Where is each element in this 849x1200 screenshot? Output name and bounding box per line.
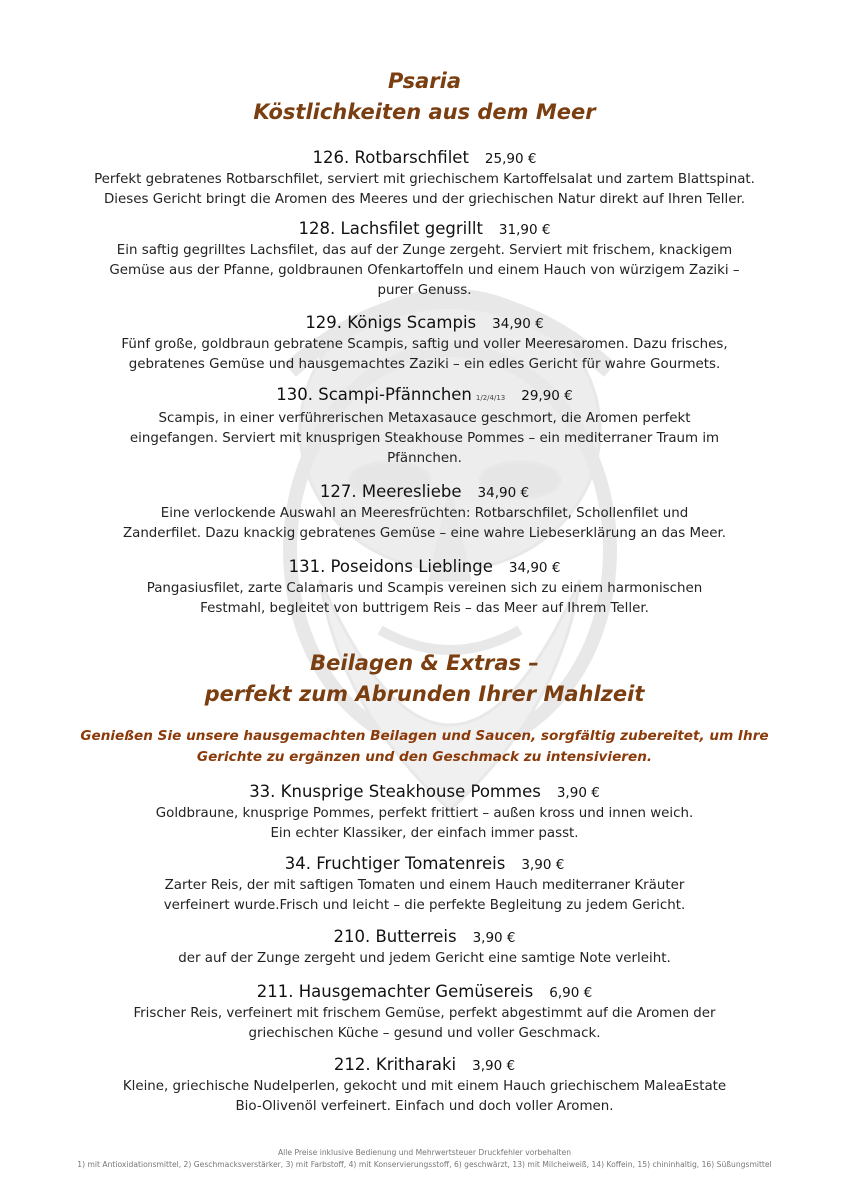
dish-description-line: Eine verlockende Auswahl an Meeresfrüchten: Rotbarschfilet, Schollenfilet und xyxy=(160,506,689,521)
dish-description-line: purer Genuss. xyxy=(377,283,472,298)
dish-description-line: eingefangen. Serviert mit knusprigen Steakhouse Pommes – ein mediterraner Traum im xyxy=(129,431,720,446)
menu-item xyxy=(60,481,789,544)
allergen-codes: 1/2/4/13 xyxy=(475,394,506,402)
dish-description-line: Ein echter Klassiker, der einfach immer passt. xyxy=(270,826,579,841)
menu-item xyxy=(60,556,789,619)
footer-price-note: Alle Preise inklusive Bedienung und Mehrwertsteuer Druckfehler vorbehalten xyxy=(277,1148,572,1157)
dish-name: 128. Lachsfilet gegrillt xyxy=(298,219,483,238)
dish-name: 211. Hausgemachter Gemüsereis xyxy=(256,982,534,1001)
section-psaria-header xyxy=(0,66,849,128)
dish-description-line: Frischer Reis, verfeinert mit frischem Gemüse, perfekt abgestimmt auf die Aromen der xyxy=(133,1006,716,1021)
footer-notes xyxy=(0,1147,849,1171)
dish-description-line: Pfännchen. xyxy=(387,451,462,466)
dish-description-line: Perfekt gebratenes Rotbarschfilet, serviert mit griechischem Kartoffelsalat und zartem Blattspinat. xyxy=(94,172,755,187)
dish-price: 34,90 € xyxy=(508,560,561,576)
section-title: Beilagen & Extras – xyxy=(310,651,539,675)
dish-description-line: Fünf große, goldbraun gebratene Scampis, saftig und voller Meeresaromen. Dazu frisches, xyxy=(121,337,728,352)
menu-item-header xyxy=(60,312,789,335)
menu-item-header xyxy=(60,556,789,579)
dish-name: 210. Butterreis xyxy=(333,927,457,946)
dish-price: 29,90 € xyxy=(521,388,573,404)
footer-additives-legend: 1) mit Antioxidationsmittel, 2) Geschmacksverstärker, 3) mit Farbstoff, 4) mit Konservierungsstoff, 6) geschwärzt, 13) mit Milcheiweiß, 14) Koffein, 15) chininhaltig, 16) Süßungsmittel xyxy=(77,1160,772,1169)
menu-item-header xyxy=(60,926,789,949)
section-title: Psaria xyxy=(387,69,462,93)
dish-name: 130. Scampi-Pfännchen xyxy=(276,385,472,404)
dish-name: 34. Fruchtiger Tomatenreis xyxy=(284,854,506,873)
section-subtitle: perfekt zum Abrunden Ihrer Mahlzeit xyxy=(204,682,645,706)
intro-line: Gerichte zu ergänzen und den Geschmack zu intensivieren. xyxy=(196,749,653,765)
dish-name: 131. Poseidons Lieblinge xyxy=(288,557,493,576)
dish-name: 212. Kritharaki xyxy=(333,1055,457,1074)
dish-name: 126. Rotbarschfilet xyxy=(312,148,469,167)
dish-price: 3,90 € xyxy=(521,857,565,873)
dish-description-line: Zarter Reis, der mit saftigen Tomaten und einem Hauch mediterraner Kräuter xyxy=(164,878,685,893)
intro-line: Genießen Sie unsere hausgemachten Beilagen und Saucen, sorgfältig zubereitet, um Ihre xyxy=(80,728,769,744)
menu-item-header xyxy=(60,853,789,876)
dish-description-line: Gemüse aus der Pfanne, goldbraunen Ofenkartoffeln und einem Hauch von würzigem Zaziki – xyxy=(109,263,740,278)
dish-price: 31,90 € xyxy=(498,222,551,238)
menu-item-header xyxy=(60,1054,789,1077)
menu-item xyxy=(60,853,789,916)
dish-name: 129. Königs Scampis xyxy=(305,313,477,332)
dish-price: 6,90 € xyxy=(549,985,593,1001)
dish-price: 3,90 € xyxy=(556,785,600,801)
dish-description-line: Pangasiusfilet, zarte Calamaris und Scampis vereinen sich zu einem harmonischen xyxy=(146,581,703,596)
menu-item xyxy=(60,781,789,844)
section-intro xyxy=(60,726,789,768)
menu-item xyxy=(60,147,789,210)
dish-description-line: gebratenes Gemüse und hausgemachtes Zaziki – ein edles Gericht für wahre Gourmets. xyxy=(128,357,721,372)
menu-item xyxy=(60,981,789,1044)
dish-description-line: Scampis, in einer verführerischen Metaxasauce geschmort, die Aromen perfekt xyxy=(158,411,691,426)
menu-item xyxy=(60,312,789,375)
dish-price: 34,90 € xyxy=(477,485,530,501)
dish-description-line: Festmahl, begleitet von buttrigem Reis – das Meer auf Ihrem Teller. xyxy=(200,601,649,616)
menu-item-header xyxy=(60,781,789,804)
menu-item xyxy=(60,218,789,301)
dish-name: 127. Meeresliebe xyxy=(319,482,462,501)
section-subtitle: Köstlichkeiten aus dem Meer xyxy=(253,100,596,124)
dish-price: 25,90 € xyxy=(484,151,537,167)
menu-item xyxy=(60,384,789,469)
dish-price: 3,90 € xyxy=(472,1058,516,1074)
dish-description-line: Kleine, griechische Nudelperlen, gekocht und mit einem Hauch griechischem MaleaEstate xyxy=(122,1079,727,1094)
dish-name: 33. Knusprige Steakhouse Pommes xyxy=(249,782,541,801)
dish-description-line: Bio-Olivenöl verfeinert. Einfach und doch voller Aromen. xyxy=(235,1099,614,1114)
dish-description-line: griechischen Küche – gesund und voller Geschmack. xyxy=(248,1026,601,1041)
menu-item-header xyxy=(60,384,789,409)
dish-price: 3,90 € xyxy=(472,930,516,946)
dish-price: 34,90 € xyxy=(492,316,544,332)
dish-description-line: Dieses Gericht bringt die Aromen des Meeres und der griechischen Natur direkt auf Ihren Teller. xyxy=(104,192,745,207)
menu-item-header xyxy=(60,147,789,170)
menu-item xyxy=(60,1054,789,1117)
dish-description-line: der auf der Zunge zergeht und jedem Gericht eine samtige Note verleiht. xyxy=(178,951,671,966)
menu-item-header xyxy=(60,218,789,241)
section-beilagen-header xyxy=(0,648,849,710)
menu-item xyxy=(60,926,789,969)
dish-description-line: Goldbraune, knusprige Pommes, perfekt frittiert – außen kross und innen weich. xyxy=(155,806,694,821)
dish-description-line: Zanderfilet. Dazu knackig gebratenes Gemüse – eine wahre Liebeserklärung an das Meer. xyxy=(122,526,727,541)
dish-description-line: Ein saftig gegrilltes Lachsfilet, das auf der Zunge zergeht. Serviert mit frischem, knackigem xyxy=(116,243,733,258)
dish-description-line: verfeinert wurde.Frisch und leicht – die perfekte Begleitung zu jedem Gericht. xyxy=(163,898,686,913)
menu-item-header xyxy=(60,481,789,504)
menu-item-header xyxy=(60,981,789,1004)
